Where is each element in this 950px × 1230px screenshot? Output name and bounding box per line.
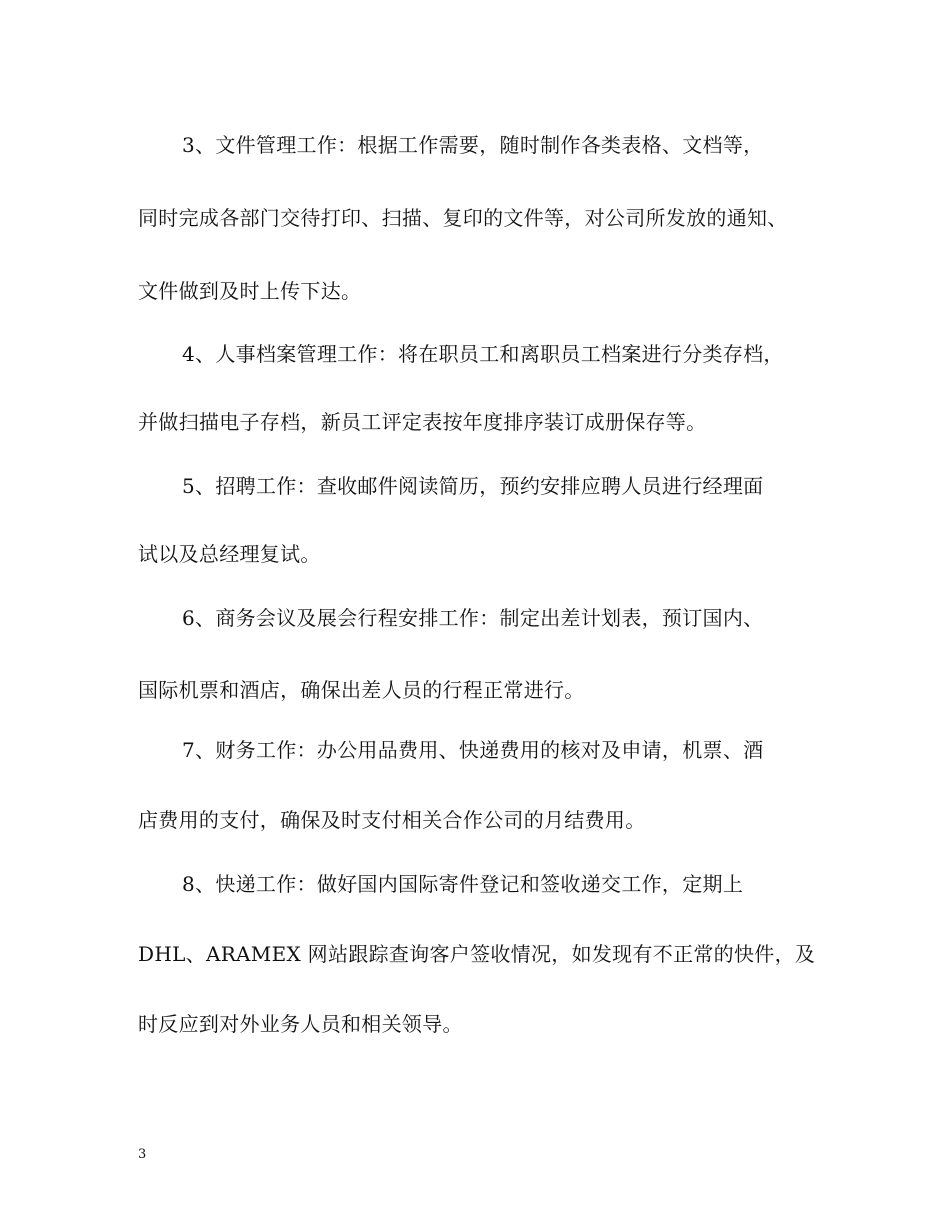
paragraph-3-line-1: 3、文件管理工作：根据工作需要，随时制作各类表格、文档等，: [182, 133, 764, 157]
paragraph-3-line-2: 同时完成各部门交待打印、扫描、复印的文件等，对公司所发放的通知、: [138, 206, 788, 230]
paragraph-8-line-2: DHL、ARAMEX 网站跟踪查询客户签收情况，如发现有不正常的快件，及: [138, 942, 816, 966]
paragraph-5-line-1: 5、招聘工作：查收邮件阅读简历，预约安排应聘人员进行经理面: [182, 474, 764, 498]
paragraph-7-line-1: 7、财务工作：办公用品费用、快递费用的核对及申请，机票、酒: [182, 738, 764, 762]
paragraph-4-line-1: 4、人事档案管理工作：将在职员工和离职员工档案进行分类存档，: [182, 342, 784, 366]
paragraph-5-line-2: 试以及总经理复试。: [138, 542, 321, 566]
paragraph-8-line-1: 8、快递工作：做好国内国际寄件登记和签收递交工作，定期上: [182, 872, 744, 896]
paragraph-7-line-2: 店费用的支付，确保及时支付相关合作公司的月结费用。: [138, 808, 646, 832]
paragraph-4-line-2: 并做扫描电子存档，新员工评定表按年度排序装订成册保存等。: [138, 410, 707, 434]
paragraph-6-line-2: 国际机票和酒店，确保出差人员的行程正常进行。: [138, 678, 585, 702]
page-number: 3: [138, 1147, 147, 1162]
paragraph-3-line-3: 文件做到及时上传下达。: [138, 279, 362, 303]
paragraph-6-line-1: 6、商务会议及展会行程安排工作：制定出差计划表，预订国内、: [182, 606, 764, 630]
paragraph-8-line-3: 时反应到对外业务人员和相关领导。: [138, 1012, 463, 1036]
